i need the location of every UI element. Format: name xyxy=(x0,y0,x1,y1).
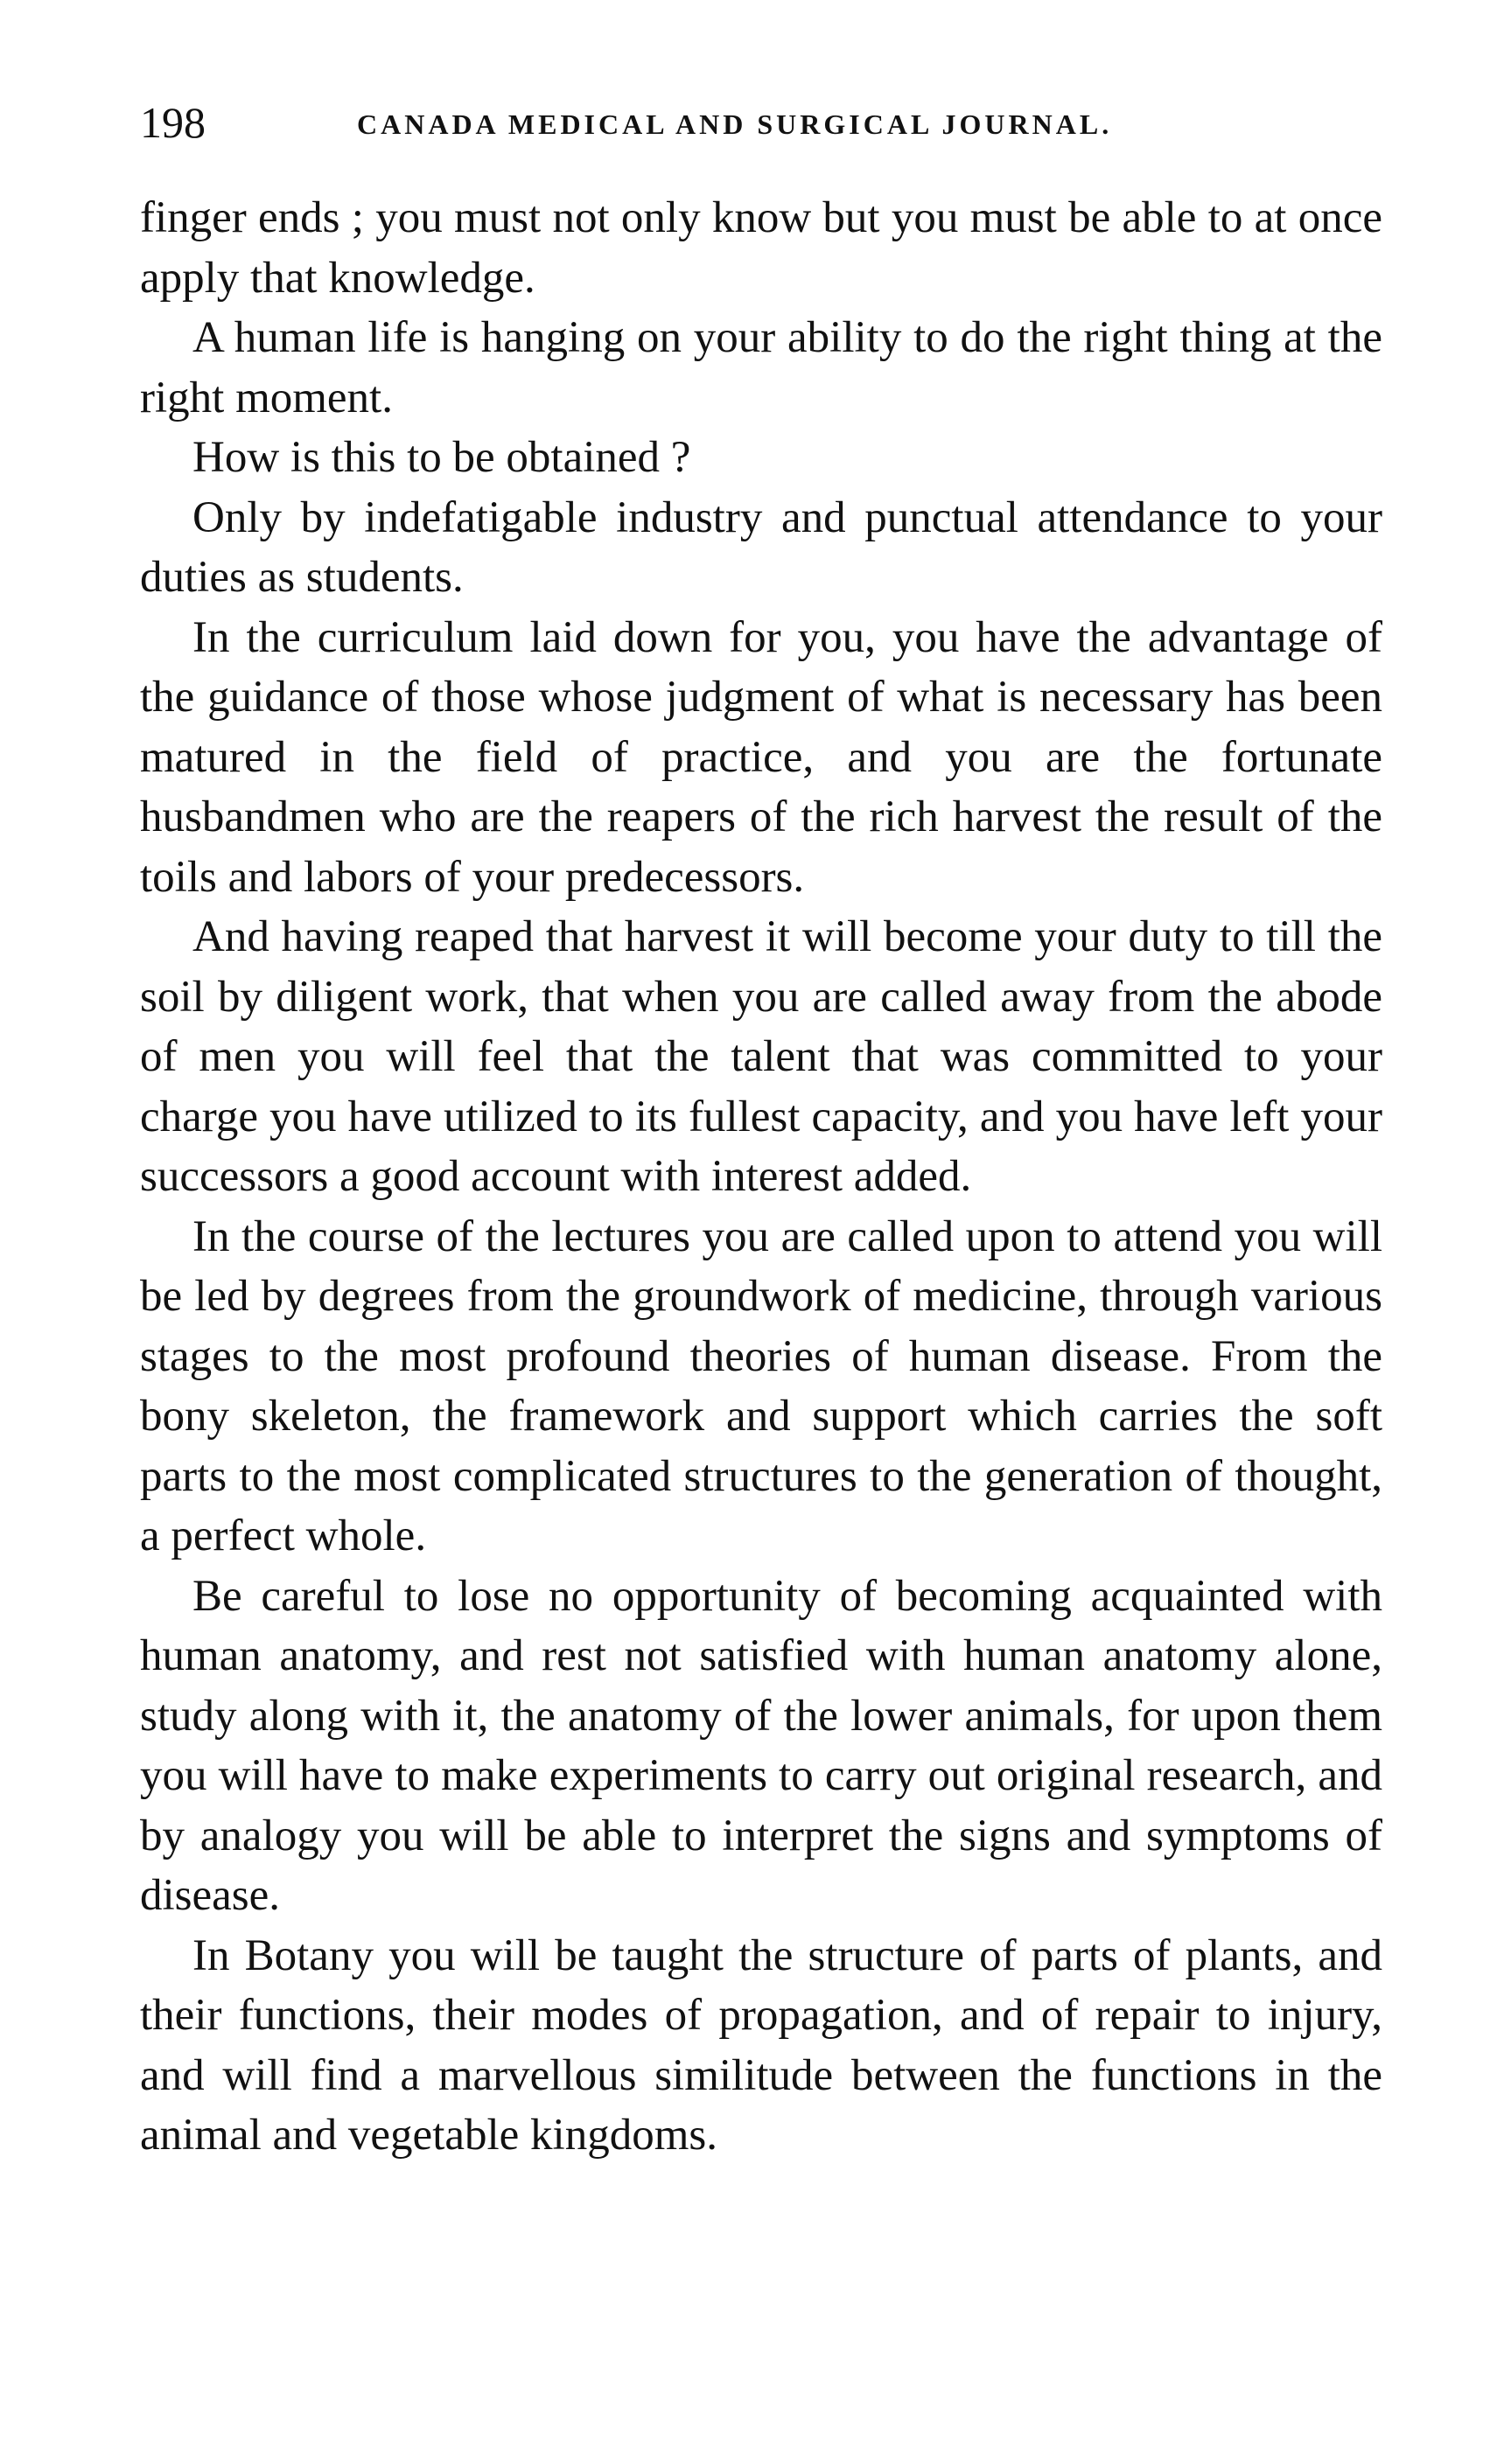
paragraph: In Botany you will be taught the structure of parts of plants, and their functions, their modes of propagation, and of repair to injury, and will find a marvellous similitude between the functions in the animal and vegetable kingdoms. xyxy=(140,1930,1382,2160)
journal-title: CANADA MEDICAL AND SURGICAL JOURNAL. xyxy=(357,108,1113,140)
paragraph: And having reaped that harvest it will become your duty to till the soil by diligent work, that when you are called away from the abode of men you will feel that the talent that was committed to your charge you have utilized to its fullest capacity, and you have left your successors a good account with interest added. xyxy=(140,912,1382,1201)
paragraph: Be careful to lose no opportunity of becoming acquainted with human anatomy, and rest not satisfied with human anatomy alone, study along with it, the anatomy of the lower animals, for upon them you will have to make experiments to carry out original research, and by analogy you will be able to interpret the signs and symptoms of disease. xyxy=(140,1571,1382,1920)
paragraph: In the course of the lectures you are called upon to attend you will be led by degrees from the groundwork of medicine, through various stages to the most profound theories of human disease. From the bony skeleton, the framework and support which carries the soft parts to the most complicated structures to the generation of thought, a perfect whole. xyxy=(140,1211,1382,1560)
running-head xyxy=(140,96,1382,149)
paragraph: Only by indefatigable industry and punctual attendance to your duties as students. xyxy=(140,492,1382,602)
paragraph-continuation: finger ends ; you must not only know but you must be able to at once apply that knowledge. xyxy=(140,193,1382,303)
paragraph: A human life is hanging on your ability to do the right thing at the right moment. xyxy=(140,313,1382,422)
page-number: 198 xyxy=(140,98,206,147)
paragraph: How is this to be obtained ? xyxy=(192,433,691,482)
paragraph: In the curriculum laid down for you, you have the advantage of the guidance of those whose judgment of what is necessary has been matured in the field of practice, and you are the fortunate husbandmen who are the reapers of the rich harvest the result of the toils and labors of your predecessors. xyxy=(140,612,1382,902)
article-body xyxy=(140,188,1382,2166)
